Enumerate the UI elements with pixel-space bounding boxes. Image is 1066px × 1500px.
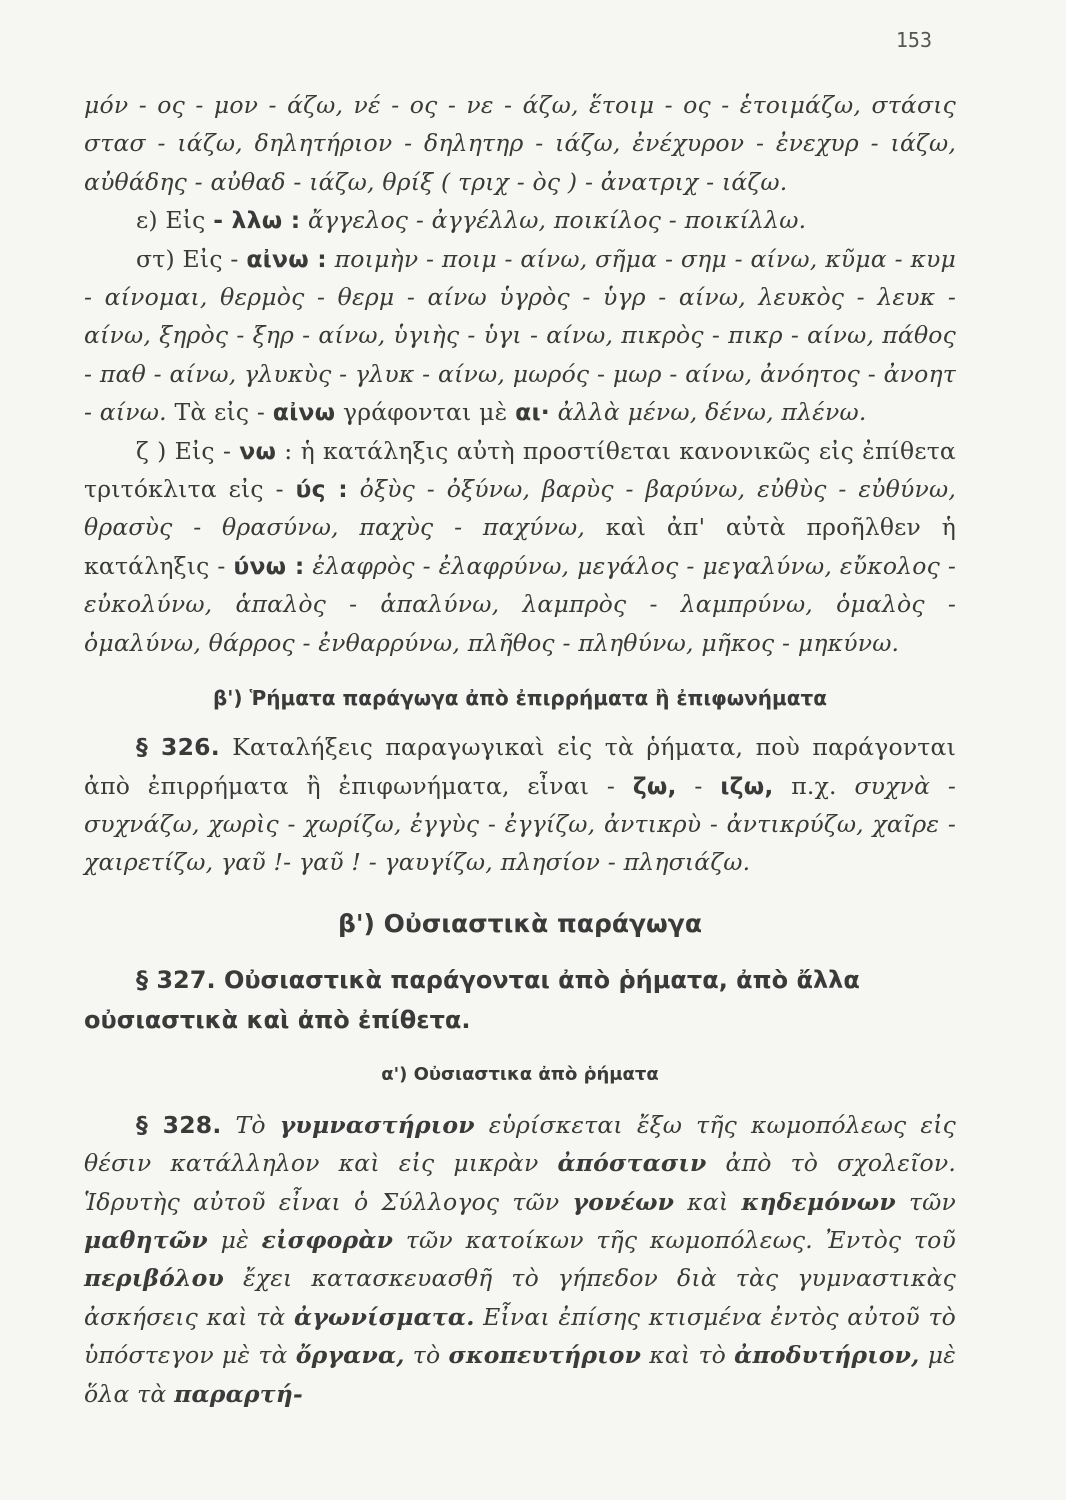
section-328-b10: σκοπευτήριον — [448, 1341, 642, 1370]
section-328-t9: Εἶναι ἐπίσης κτισμένα ἐντὸς αὐτοῦ τὸ ὑπόστεγον μὲ τὰ — [84, 1302, 956, 1370]
section-328-t3: ἀπὸ τὸ σχολεῖον. Ἱδρυτὴς αὐτοῦ εἶναι ὁ Σύλλογος τῶν — [84, 1149, 957, 1216]
section-328-b2: ἀπόστασιν — [557, 1149, 707, 1178]
section-st-suffix2: αἰνω — [272, 398, 336, 427]
section-328-t2: εὑρίσκεται ἔξω τῆς κωμοπόλεως εἰς θέσιν κατάλληλον καὶ εἰς μικρὰν — [84, 1110, 957, 1178]
heading-nouns-from-verbs: α') Οὐσιαστικα ἀπὸ ῥήματα — [381, 1063, 659, 1085]
paragraph-verb-examples-a: μόν - ος - μον - άζω, νέ - ος - νε - άζω, ἕτοιμ - ος - ἑτοιμάζω, στάσις στασ - ιάζω, δηλητήριον - δηλητηρ - ιάζω, ἐνέχυρον - ἐνεχυρ - ιάζω, αὐθάδης - αὐθαδ - ιάζω, θρίξ ( τριχ - ὸς ) - ἀνατριχ - ιάζω. — [84, 91, 956, 196]
section-328-t4: καὶ — [687, 1187, 729, 1216]
section-st-text-b: Τὰ εἰς - — [174, 398, 266, 427]
section-st-suffix: αἰνω : — [246, 244, 327, 273]
section-st-text-c: γράφονται μὲ — [342, 398, 508, 427]
section-st-text-d: ἀλλὰ μένω, δένω, πλένω. — [557, 398, 867, 427]
section-327-text: Οὐσιαστικὰ παράγονται ἀπὸ ῥήματα, ἀπὸ ἄλλα οὐσιαστικὰ καὶ ἀπὸ ἐπίθετα. — [84, 965, 860, 1034]
section-328-b12: παραρτή- — [174, 1379, 304, 1408]
section-e-label: ε) Εἰς — [136, 206, 206, 235]
section-st-text-a: ποιμὴν - ποιμ - αίνω, σῆμα - σημ - αίνω, κῦμα - κυμ - αίνομαι, θερμὸς - θερμ - αίνω ὑγρὸς - ὑγρ - αίνω, λευκὸς - λευκ - αίνω, ξηρὸς - ξηρ - αίνω, ὑγιὴς - ὑγι - αίνω, πικρὸς - πικρ - αίνω, πάθος - παθ - αίνω, γλυκὺς - γλυκ - αίνω, μωρός - μωρ - αίνω, ἀνόητος - ἀνοητ - αίνω. — [84, 244, 957, 427]
section-st-label: στ) Εἰς - — [136, 244, 239, 273]
section-z-label: ζ ) Εἰς - — [136, 436, 232, 465]
section-326-text-a: Καταλήξεις παραγωγικαὶ εἰς τὰ ῥήματα, ποὺ παράγονται ἀπὸ ἐπιρρήματα ἢ ἐπιφωνήματα, εἶναι - — [84, 733, 956, 800]
section-328-b8: ἀγωνίσματα. — [294, 1302, 475, 1331]
paragraph-328 — [84, 1106, 956, 1413]
section-326-text-d: συχνὰ - συχνάζω, χωρὶς - χωρίζω, ἐγγὺς - ἐγγίζω, ἀντικρὺ - ἀντικρύζω, χαῖρε - χαιρετίζω, γαῦ !- γαῦ ! - γαυγίζω, πλησίον - πλησιάζω. — [84, 771, 957, 877]
section-326-text-b: - — [694, 771, 703, 800]
heading-derived-nouns: β') Οὐσιαστικὰ παράγωγα — [338, 908, 702, 938]
section-328-b3: γονέων — [572, 1187, 675, 1216]
section-z-suffix2: ύς : — [295, 475, 348, 504]
section-z-suffix3: ύνω : — [233, 551, 305, 580]
section-328-b5: μαθητῶν — [84, 1225, 208, 1254]
section-326-text-c: π.χ. — [791, 771, 837, 800]
section-328-b11: ἀποδυτήριον, — [734, 1341, 920, 1370]
section-328-t1: Τὸ — [235, 1110, 266, 1139]
paragraph-327 — [84, 960, 956, 1040]
section-328-t8: ἔχει κατασκευασθῆ τὸ γήπεδον διὰ τὰς γυμναστικὰς ἀσκήσεις καὶ τὰ — [84, 1264, 956, 1331]
section-328-t12: μὲ ὅλα τὰ — [84, 1341, 956, 1408]
section-e-text: ἄγγελος - ἀγγέλλω, ποικίλος - ποικίλλω. — [307, 206, 807, 235]
section-327-number: § 327. — [136, 965, 216, 994]
heading-verbs-from-adverbs: β') Ῥήματα παράγωγα ἀπὸ ἐπιρρήματα ἢ ἐπιφωνήματα — [212, 686, 828, 711]
section-328-b4: κηδεμόνων — [741, 1187, 896, 1216]
section-328-b1: γυμναστήριον — [279, 1110, 475, 1139]
section-328-t7: τῶν κατοίκων τῆς κωμοπόλεως. Ἐντὸς τοῦ — [405, 1225, 957, 1254]
section-z-text-a: : ἡ κατάληξις αὐτὴ προστίθεται κανονικῶς εἰς ἐπίθετα τριτόκλιτα εἰς - — [84, 436, 956, 504]
section-z-text-d: ἐλαφρὸς - ἐλαφρύνω, μεγάλος - μεγαλύνω, εὔκολος - εὐκολύνω, ἁπαλὸς - ἁπαλύνω, λαμπρὸς - λαμπρύνω, ὁμαλὸς - ὁμαλύνω, θάρρος - ἐνθαρρύνω, πλῆθος - πληθύνω, μῆκος - μηκύνω. — [84, 551, 956, 657]
section-328-t10: τὸ — [412, 1341, 441, 1370]
section-st-suffix3: αι· — [515, 398, 550, 427]
section-326-number: § 326. — [136, 733, 220, 762]
section-z-text-c: καὶ ἀπ' αὐτὰ προῆλθεν ἡ κατάληξις - — [84, 513, 956, 580]
section-328-t11: καὶ τὸ — [649, 1341, 727, 1370]
section-326-suffix: ζω, — [632, 771, 677, 800]
section-328-t6: μὲ — [220, 1225, 249, 1254]
section-328-t5: τῶν — [908, 1187, 957, 1216]
section-e-suffix: - λλω : — [213, 206, 301, 235]
paragraph-section-e — [84, 201, 956, 239]
section-z-suffix: νω — [239, 436, 277, 465]
section-328-b9: ὄργανα, — [295, 1341, 405, 1370]
paragraph-326 — [84, 728, 956, 882]
page-number: 153 — [895, 28, 932, 52]
section-328-b7: περιβόλου — [84, 1264, 225, 1293]
section-z-text-b: ὀξὺς - ὀξύνω, βαρὺς - βαρύνω, εὐθὺς - εὐθύνω, θρασὺς - θρασύνω, παχὺς - παχύνω, — [84, 475, 956, 542]
paragraph-section-st — [84, 240, 956, 432]
page-content — [84, 86, 956, 1413]
paragraph-section-z — [84, 432, 956, 662]
section-326-suffix2: ιζω, — [720, 771, 774, 800]
section-328-number: § 328. — [136, 1110, 222, 1139]
section-328-b6: εἰσφορὰν — [261, 1225, 394, 1254]
